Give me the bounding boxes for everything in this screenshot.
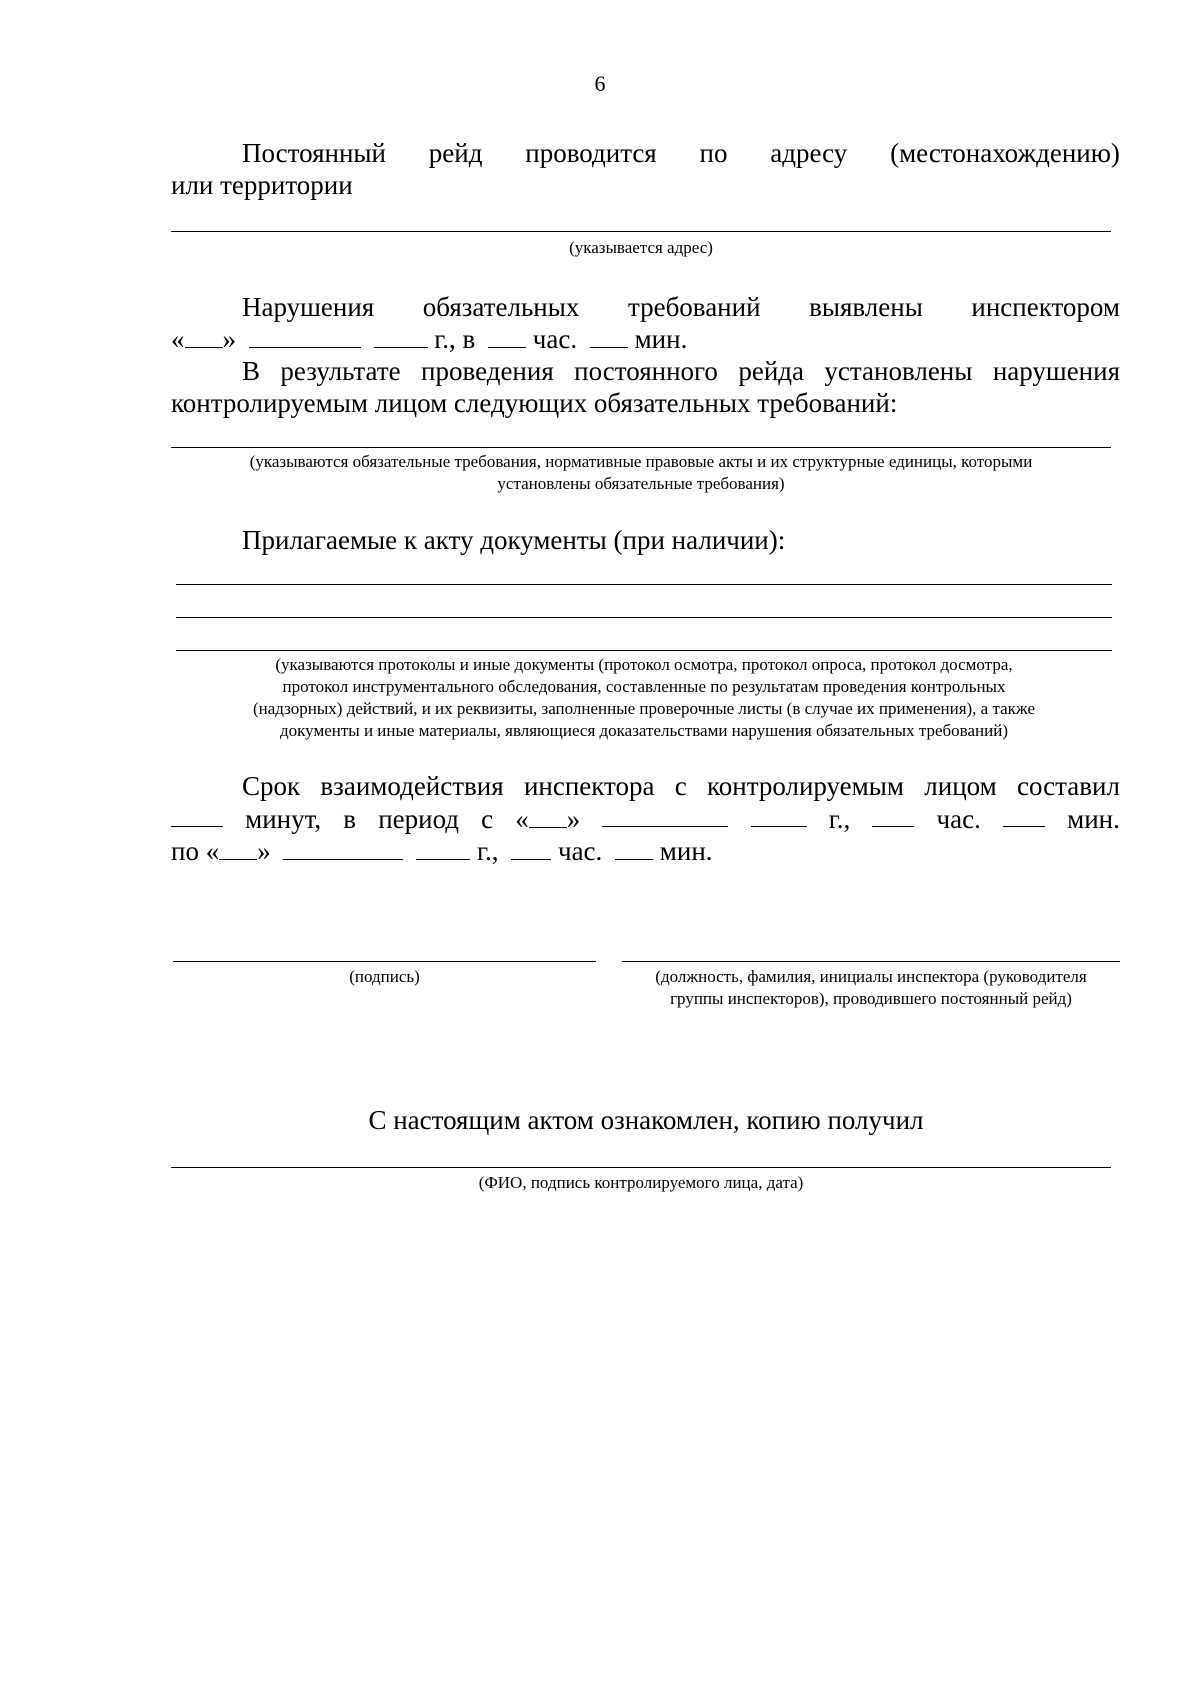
acknowledgement-caption: (ФИО, подпись контролируемого лица, дата)	[478, 1173, 804, 1192]
acknowledgement-fill-line[interactable]	[171, 1167, 1111, 1168]
requirements-fill-line[interactable]	[171, 447, 1111, 448]
hour-label: час.	[557, 836, 603, 866]
signature-caption: (подпись)	[349, 967, 420, 986]
word: период	[378, 804, 460, 834]
minute-label: мин.	[659, 836, 713, 866]
address-paragraph-line1	[242, 138, 1120, 168]
year-blank[interactable]	[374, 325, 428, 348]
word: инспектором	[971, 292, 1120, 322]
hour-label: час.	[532, 324, 578, 354]
word: по	[699, 138, 728, 168]
word: Нарушения	[242, 292, 375, 322]
minute-blank[interactable]	[590, 325, 628, 348]
word: Срок	[242, 771, 301, 801]
quote-close: »	[257, 836, 271, 866]
inspector-fill-line[interactable]	[622, 961, 1120, 962]
po-label: по «	[171, 836, 220, 866]
word: контролируемым	[707, 771, 904, 801]
start-day-blank[interactable]	[529, 805, 567, 828]
page-number: 6	[594, 71, 606, 96]
word: с	[674, 771, 687, 801]
start-day-group	[515, 804, 580, 834]
quote-open: «	[515, 804, 529, 834]
attachments-heading: Прилагаемые к акту документы (при наличии):	[242, 525, 786, 555]
result-paragraph-line1: В результате проведения постоянного рейда установлены нарушения	[242, 356, 1120, 386]
word: г.,	[828, 804, 851, 834]
word: адресу	[770, 138, 848, 168]
end-day-blank[interactable]	[219, 837, 257, 860]
end-minute-blank[interactable]	[615, 837, 653, 860]
address-paragraph-line2: или территории	[171, 170, 353, 200]
start-year-blank[interactable]	[751, 804, 807, 827]
interaction-paragraph-line1	[242, 771, 1120, 801]
inspector-caption-line2: группы инспекторов), проводившего постоянный рейд)	[670, 989, 1072, 1008]
word: (местонахождению)	[890, 138, 1120, 168]
inspector-caption-line1: (должность, фамилия, инициалы инспектора (руководителя	[655, 967, 1087, 986]
hour-blank[interactable]	[488, 325, 526, 348]
attachments-caption-line4: документы и иные материалы, являющиеся доказательствами нарушения обязательных требований)	[280, 721, 1008, 740]
year-suffix: г., в	[434, 324, 476, 354]
word: Постоянный	[242, 138, 386, 168]
word: минут,	[245, 804, 322, 834]
word: проводится	[525, 138, 657, 168]
address-fill-line[interactable]	[171, 231, 1111, 232]
violations-paragraph-line1	[242, 292, 1120, 322]
word: инспектора	[523, 771, 655, 801]
word: лицом	[924, 771, 997, 801]
end-year-blank[interactable]	[416, 837, 470, 860]
end-hour-blank[interactable]	[511, 837, 551, 860]
quote-open: «	[171, 324, 185, 354]
minutes-count-blank[interactable]	[171, 804, 223, 827]
quote-close: »	[222, 324, 236, 354]
interaction-paragraph-line2	[171, 804, 1120, 834]
start-minute-blank[interactable]	[1003, 804, 1045, 827]
minute-label: мин.	[634, 324, 688, 354]
violations-date-line	[171, 324, 687, 354]
word: выявлены	[809, 292, 923, 322]
word: составил	[1017, 771, 1120, 801]
word: взаимодействия	[320, 771, 504, 801]
requirements-caption-line1: (указываются обязательные требования, нормативные правовые акты и их структурные единицы, которыми	[249, 452, 1033, 471]
day-blank[interactable]	[185, 325, 223, 348]
word: рейд	[428, 138, 483, 168]
quote-close: »	[566, 804, 581, 834]
attachments-caption-line3: (надзорных) действий, и их реквизиты, заполненные проверочные листы (в случае их применения), а также	[253, 699, 1035, 718]
acknowledgement-text: С настоящим актом ознакомлен, копию получил	[368, 1105, 924, 1135]
month-blank[interactable]	[249, 325, 361, 348]
attachments-caption-line2: протокол инструментального обследования, составленные по результатам проведения контрольных	[282, 677, 1006, 696]
interaction-paragraph-line3	[171, 836, 713, 866]
start-hour-blank[interactable]	[872, 804, 914, 827]
attachments-caption-line1: (указываются протоколы и иные документы (протокол осмотра, протокол опроса, протокол досмотра,	[275, 655, 1013, 674]
word: с	[481, 804, 494, 834]
address-caption: (указывается адрес)	[569, 238, 713, 257]
attachments-fill-line-1[interactable]	[176, 584, 1112, 585]
start-month-blank[interactable]	[602, 804, 728, 827]
attachments-fill-line-2[interactable]	[176, 617, 1112, 618]
result-paragraph-line2: контролируемым лицом следующих обязательных требований:	[171, 388, 898, 418]
word: требований	[627, 292, 761, 322]
word: в	[343, 804, 357, 834]
requirements-caption-line2: установлены обязательные требования)	[497, 474, 785, 493]
end-month-blank[interactable]	[283, 837, 403, 860]
word: обязательных	[422, 292, 580, 322]
word: час.	[936, 804, 981, 834]
signature-fill-line[interactable]	[173, 961, 596, 962]
attachments-fill-line-3[interactable]	[176, 650, 1112, 651]
year-suffix: г.,	[476, 836, 499, 866]
word: мин.	[1067, 804, 1120, 834]
